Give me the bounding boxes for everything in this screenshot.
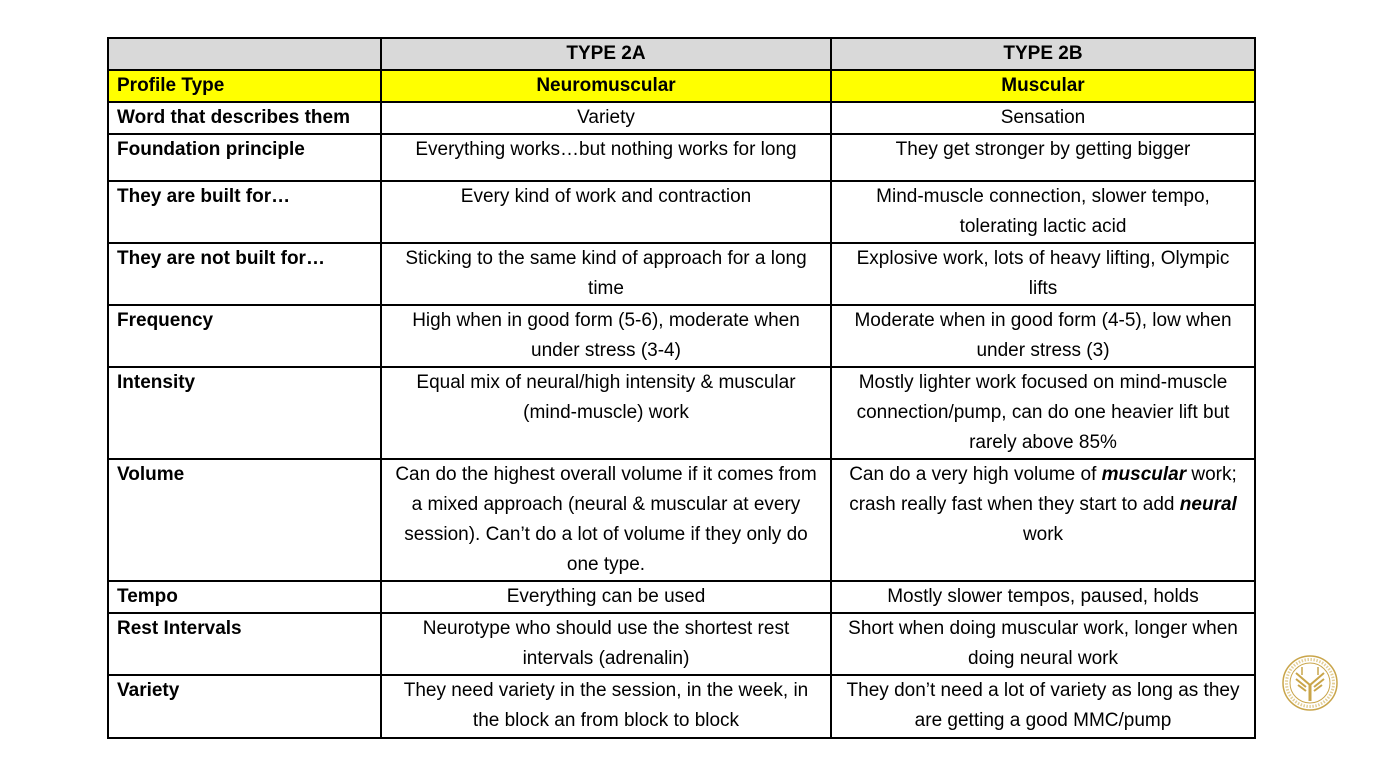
table-row: [108, 181, 1255, 243]
table-row: [108, 675, 1255, 738]
cell-type-2a: Variety: [381, 102, 831, 134]
row-label: Tempo: [108, 581, 381, 613]
header-type-2a: TYPE 2A: [381, 38, 831, 70]
header-row: [108, 38, 1255, 70]
cell-type-2b: Short when doing muscular work, longer when doing neural work: [831, 613, 1255, 675]
row-label: Profile Type: [108, 70, 381, 102]
row-label: Frequency: [108, 305, 381, 367]
table-row: [108, 305, 1255, 367]
row-label: Volume: [108, 459, 381, 581]
row-label: They are not built for…: [108, 243, 381, 305]
emphasis-neural: neural: [1179, 494, 1237, 515]
cell-type-2a: High when in good form (5-6), moderate when under stress (3-4): [381, 305, 831, 367]
text-segment: Can do a very high volume of: [849, 464, 1102, 485]
cell-type-2b: They don’t need a lot of variety as long as they are getting a good MMC/pump: [831, 675, 1255, 738]
table-row-profile-type: [108, 70, 1255, 102]
cell-type-2b: Mostly lighter work focused on mind-muscle connection/pump, can do one heavier lift but rarely above 85%: [831, 367, 1255, 459]
table-row: [108, 102, 1255, 134]
cell-type-2a: They need variety in the session, in the week, in the block an from block to block: [381, 675, 831, 738]
cell-type-2a: Can do the highest overall volume if it comes from a mixed approach (neural & muscular at every session). Can’t do a lot of volume if they only do one type.: [381, 459, 831, 581]
cell-type-2a: Neuromuscular: [381, 70, 831, 102]
text-segment: work; crash really fast when they start to add: [849, 464, 1237, 515]
table-row: [108, 134, 1255, 181]
cell-type-2a: Everything works…but nothing works for long: [381, 134, 831, 181]
cell-type-2a: Equal mix of neural/high intensity & muscular (mind-muscle) work: [381, 367, 831, 459]
comparison-table: [107, 37, 1256, 739]
cell-type-2b: Muscular: [831, 70, 1255, 102]
text-segment: work: [1022, 524, 1064, 545]
header-type-2b: TYPE 2B: [831, 38, 1255, 70]
row-label: They are built for…: [108, 181, 381, 243]
cell-type-2b: Mind-muscle connection, slower tempo, tolerating lactic acid: [831, 181, 1255, 243]
cell-type-2b: Sensation: [831, 102, 1255, 134]
cell-type-2b: Explosive work, lots of heavy lifting, Olympic lifts: [831, 243, 1255, 305]
gold-circular-emblem-icon: [1282, 655, 1338, 711]
table-row: [108, 581, 1255, 613]
row-label: Variety: [108, 675, 381, 738]
header-empty: [108, 38, 381, 70]
row-label: Word that describes them: [108, 102, 381, 134]
table-row: [108, 367, 1255, 459]
table-row: [108, 613, 1255, 675]
emphasis-muscular: muscular: [1101, 464, 1187, 485]
cell-type-2b: They get stronger by getting bigger: [831, 134, 1255, 181]
cell-type-2a: Every kind of work and contraction: [381, 181, 831, 243]
cell-type-2b: [831, 459, 1255, 581]
table-row: [108, 459, 1255, 581]
table-row: [108, 243, 1255, 305]
row-label: Foundation principle: [108, 134, 381, 181]
cell-type-2b: Mostly slower tempos, paused, holds: [831, 581, 1255, 613]
cell-type-2a: Sticking to the same kind of approach for a long time: [381, 243, 831, 305]
row-label: Rest Intervals: [108, 613, 381, 675]
cell-type-2b: Moderate when in good form (4-5), low when under stress (3): [831, 305, 1255, 367]
cell-type-2a: Neurotype who should use the shortest rest intervals (adrenalin): [381, 613, 831, 675]
row-label: Intensity: [108, 367, 381, 459]
cell-type-2a: Everything can be used: [381, 581, 831, 613]
